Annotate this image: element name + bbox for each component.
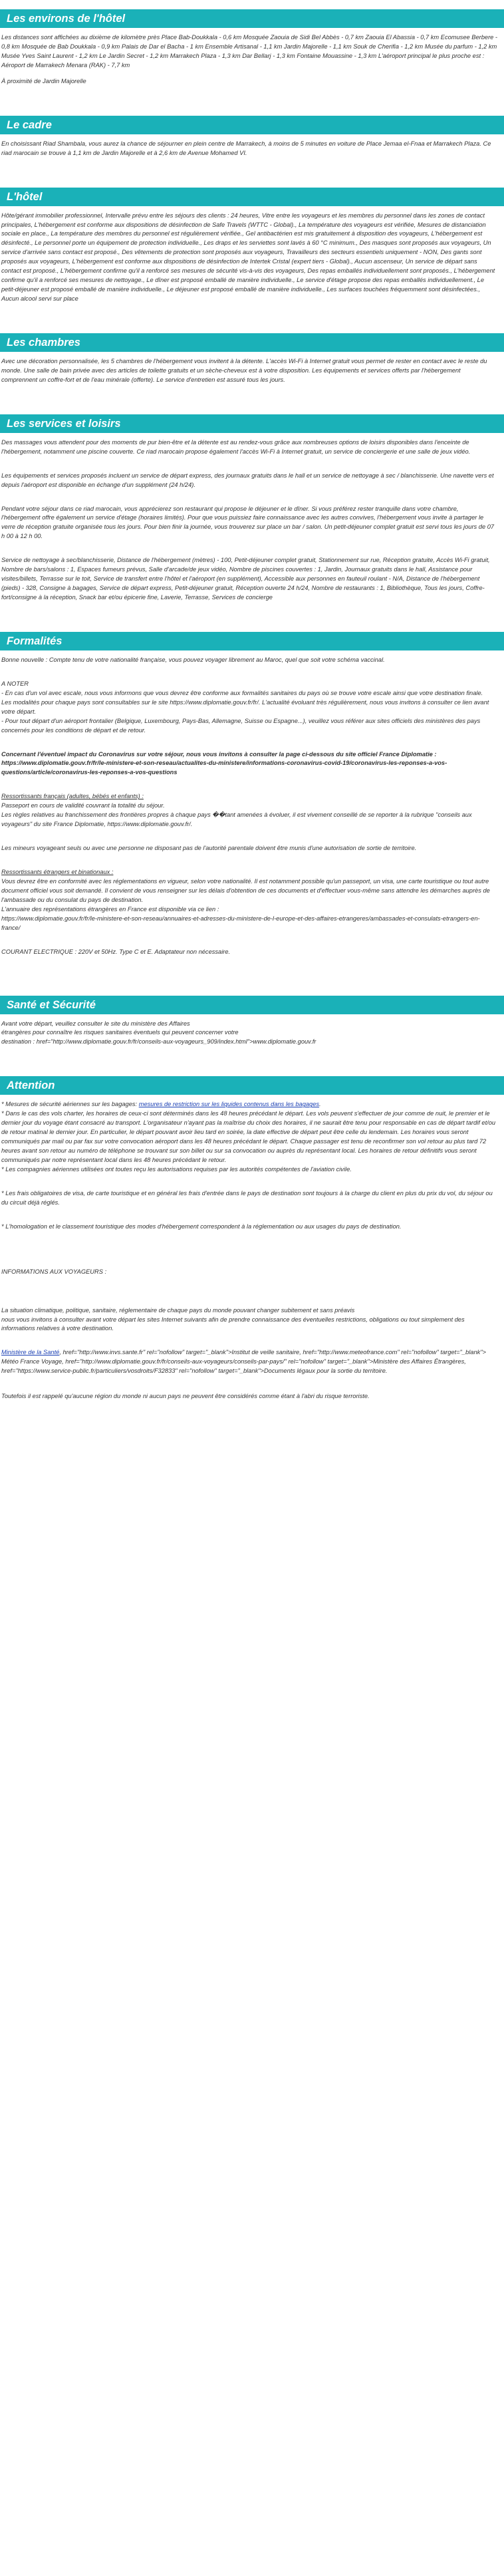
formalites-covid-heading: Concernant l'éventuel impact du Coronavirus sur votre séjour, nous vous invitons à consulter la page ci-dessous du site officiel France Diplomatie : bbox=[1, 750, 437, 758]
attention-info-heading: INFORMATIONS AUX VOYAGEURS : bbox=[1, 1268, 107, 1275]
services-paragraph-4: Service de nettoyage à sec/blanchisserie, Distance de l'hébergement (mètres) - 100, Petit-déjeuner complet gratuit, Stationnement sur rue, Réception gratuite, Accès Wi-Fi gratuit, Nombre de bars/salons : 1, Espaces fumeurs prévus, Salle d'arcade/de jeux vidéo, Nombre de piscines couvertes : 1, Jardin, Journaux gratuits dans le hall, Assistance pour visites/billets, Terrasse sur le toit, Service de transfert entre l'hôtel et l'aéroport (en supplément), Accessible aux personnes en fauteuil roulant - N/A, Distance de l'hébergement (pieds) - 328, Consigne à bagages, Service de départ express, Petit-déjeuner gratuit, Réception ouverte 24 h/24, Nombre de restaurants : 1, Bibliothèque, Tous les jours, Coffre-fort/consigne à la réception, Snack bar et/ou épicerie fine, Laverie, Terrasse, Services de concierge bbox=[1, 557, 490, 601]
section-heading-services: Les services et loisirs bbox=[0, 414, 504, 433]
section-attention bbox=[0, 1076, 504, 1408]
section-services bbox=[0, 414, 504, 609]
section-body-sante bbox=[0, 1014, 504, 1054]
attention-liquides-suffix: . bbox=[319, 1101, 321, 1108]
attention-terrorisme: Toutefois il est rappelé qu'aucune région du monde ni aucun pays ne peuvent être considérés comme étant à l'abri du risque terroriste. bbox=[1, 1393, 370, 1400]
section-body-environs bbox=[0, 28, 504, 93]
formalites-mineurs: Les mineurs voyageant seuls ou avec une personne ne disposant pas de l'autorité parentale doivent être munis d'une autorisation de sortie de territoire. bbox=[1, 845, 417, 852]
formalites-francais-passeport: Passeport en cours de validité couvrant la totalité du séjour. bbox=[1, 802, 165, 809]
section-formalites bbox=[0, 632, 504, 964]
sante-line-1: Avant votre départ, veuillez consulter le site du ministère des Affaires bbox=[1, 1020, 190, 1027]
hotel-text: Hôte/gérant immobilier professionnel, Intervalle prévu entre les séjours des clients : 24 heures, Vitre entre les voyageurs et les membres du personnel dans les zones de contact principales, L'hébergement est conforme aux dispositions de désinfection de Safe Travels (WTTC - Global)., La température des voyageurs est vérifiée, Mesures de distanciation sociale en place., La température des membres du personnel est régulièrement vérifiée., Gel antibactérien est mis gratuitement à disposition des voyageurs, L'hébergement est désinfecté., Le personnel porte un équipement de protection individuelle., Les draps et les serviettes sont lavés à 60 °C minimum., Des masques sont proposés aux voyageurs, Un service d'arrivée sans contact est proposé., Des vêtements de protection sont proposés aux voyageurs, Travailleurs des secteurs essentiels uniquement - NON, Des gants sont proposés aux voyageurs, L'hébergement est conforme aux dispositions de désinfection de Intertek Cristal (expert tiers - Global)., Aucun ascenseur, Un service de départ sans contact est proposé., L'hébergement confirme qu'il a renforcé ses mesures de sécurité vis-à-vis des voyageurs, Des repas emballés individuellement sont proposés., L'hébergement confirme qu'il a renforcé ses mesures de nettoyage., Le dîner est proposé emballé de manière individuelle., Le service d'étage propose des repas emballés individuellement., Le petit-déjeuner est proposé emballé de manière individuelle., Le déjeuner est proposé emballé de manière individuelle., Les surfaces touchées fréquemment sont désinfectées., Aucun alcool servi sur place bbox=[1, 212, 495, 302]
environs-proximity-text: À proximité de Jardin Majorelle bbox=[1, 77, 86, 84]
formalites-note-escale: - En cas d'un vol avec escale, nous vous informons que vous devrez être conforme aux formalités sanitaires du pays où se trouve votre escale ainsi que votre destination finale. bbox=[1, 689, 483, 696]
section-heading-chambres: Les chambres bbox=[0, 333, 504, 352]
formalites-francais-regles: Les règles relatives au franchissement des frontières propres à chaque pays ��tant amenées à évoluer, il est vivement conseillé de se reporter à la rubrique "conseils aux voyageurs" du site France Diplomatie, https://www.diplomatie.gouv.fr/. bbox=[1, 811, 472, 828]
attention-liquides-prefix: * Mesures de sécurité aériennes sur les bagages: bbox=[1, 1101, 139, 1108]
section-body-cadre bbox=[0, 134, 504, 165]
section-body-formalites bbox=[0, 650, 504, 964]
section-body-services bbox=[0, 433, 504, 609]
formalites-etrangers-text: Vous devrez être en conformité avec les réglementations en vigueur, selon votre nationalité. Il est notamment possible qu'un passeport, un visa, une carte touristique ou tout autre document officiel vous soit demandé. Il convient de vous renseigner sur les délais d'obtention de ces documents et d'effectuer vous-même sans attendre les démarches auprès de l'ambassade ou du consulat du pays de destination. bbox=[1, 877, 490, 903]
sante-line-3: destination : href="http://www.diplomatie.gouv.fr/fr/conseils-aux-voyageurs_909/index.html">www.diplomatie.gouv.fr bbox=[1, 1038, 316, 1046]
section-hotel bbox=[0, 188, 504, 311]
section-body-attention bbox=[0, 1095, 504, 1408]
section-sante bbox=[0, 996, 504, 1054]
sante-line-2: étrangères pour connaître les risques sanitaires éventuels qui peuvent concerner votre bbox=[1, 1029, 239, 1036]
section-body-chambres bbox=[0, 352, 504, 392]
attention-links-paragraph bbox=[1, 1348, 497, 1376]
services-paragraph-3: Pendant votre séjour dans ce riad marocain, vous apprécierez son restaurant qui propose le déjeuner et le dîner. Si vous préférez rester tranquille dans votre chambre, l'hébergement offre également un service d'étage (horaires limités). Pour que vous puissiez faire connaissance avec les autres convives, l'hébergement vous invite à partager le verre de réception gratuite organisée tous les jours. Pour bien finir la journée, vous trouverez sur place un bar / salon. Un petit-déjeuner complet gratuit est servi tous les jours de 07 h 00 à 12 h 00. bbox=[1, 505, 495, 540]
attention-homologation: * L'homologation et le classement touristique des modes d'hébergement correspondent à la réglementation ou aux usages du pays de destination. bbox=[1, 1222, 402, 1230]
formalites-etrangers-url: https://www.diplomatie.gouv.fr/fr/le-ministere-et-son-reseau/annuaires-et-adresses-du-ministere-de-l-europe-et-des-affaires-etrangeres/ambassades-et-consulats-etrangers-en-france/ bbox=[1, 915, 480, 931]
services-paragraph-1: Des massages vous attendent pour des moments de pur bien-être et la détente est au rendez-vous grâce aux nombreuses options de loisirs disponibles dans l'enceinte de l'hébergement, notamment une piscine couverte. Ce riad marocain propose également l'accès Wi-Fi à Internet gratuit, un service de conciergerie et une salle de jeux vidéo. bbox=[1, 438, 471, 455]
formalites-etrangers-heading: Ressortissants étrangers et binationaux : bbox=[1, 869, 114, 875]
attention-compagnies: * Les compagnies aériennes utilisées ont toutes reçu les autorisations requises par les autorités compétentes de l'aviation civile. bbox=[1, 1165, 352, 1173]
liquides-restriction-link[interactable]: mesures de restriction sur les liquides contenus dans les bagages bbox=[138, 1101, 320, 1108]
formalites-intro: Bonne nouvelle : Compte tenu de votre nationalité française, vous pouvez voyager librement au Maroc, quel que soit votre schéma vaccinal. bbox=[1, 656, 385, 663]
formalites-note-modalites: Les modalités pour chaque pays sont consultables sur le site https://www.diplomatie.gouv.fr/fr/. L'actualité évoluant très régulièrement, nous vous invitons à consulter ce lien avant votre départ. bbox=[1, 698, 489, 715]
section-heading-sante: Santé et Sécurité bbox=[0, 996, 504, 1014]
section-cadre bbox=[0, 116, 504, 165]
formalites-courant-electrique: COURANT ELECTRIQUE : 220V et 50Hz. Type C et E. Adaptateur non nécessaire. bbox=[1, 948, 231, 955]
attention-vols-charter: * Dans le cas des vols charter, les horaires de ceux-ci sont déterminés dans les 48 heures précédant le départ. Les vols peuvent s'effectuer de jour comme de nuit, le premier et le dernier jour du voyage étant consacré au transport. L'organisateur n'ayant pas la maîtrise du choix des horaires, il ne saurait être tenu pour responsable en cas de départ tardif et/ou de retour matinal le dernier jour. En particulier, le départ pouvant avoir lieu tard en soirée, la date effective de départ peut être celle du lendemain. Les horaires vous seront communiqués par mail ou par fax sur votre convocation aéroport dans les 48 heures précédant le départ. Chaque passager est tenu de reconfirmer son vol retour au plus tard 72 heures avant son retour au numéro de téléphone se trouvant sur son billet ou sur sa convocation ou auprès du représentant local. Les horaires de retour définitifs vous seront communiqués par notre représentant local dans les 48 heures précédant le retour. bbox=[1, 1110, 496, 1163]
section-heading-hotel: L'hôtel bbox=[0, 188, 504, 206]
section-chambres bbox=[0, 333, 504, 392]
attention-liquides-notice bbox=[1, 1100, 497, 1109]
formalites-francais-heading: Ressortissants français (adultes, bébés et enfants) : bbox=[1, 793, 144, 800]
chambres-text: Avec une décoration personnalisée, les 5 chambres de l'hébergement vous invitent à la détente. L'accès Wi-Fi à Internet gratuit vous permet de rester en contact avec le reste du monde. Une salle de bain privée avec des articles de toilette gratuits et un sèche-cheveux est à votre disposition. Les équipements et services offerts par l'hébergement comprennent un coffre-fort et de l'eau minérale (offerte). Le service d'entretien est assuré tous les jours. bbox=[1, 357, 487, 383]
cadre-text: En choisissant Riad Shambala, vous aurez la chance de séjourner en plein centre de Marrakech, à moins de 5 minutes en voiture de Place Jemaa el-Fnaa et Marrakech Plaza. Ce riad marocain se trouve à 1,1 km de Jardin Majorelle et à 2,6 km de Avenue Mohamed VI. bbox=[1, 140, 491, 156]
attention-info-line-2: nous vous invitons à consulter avant votre départ les sites Internet suivants afin de prendre connaissance des éventuelles restrictions, obligations ou tout simplement des informations relatives à votre destination. bbox=[1, 1316, 465, 1332]
environs-distances-text: Les distances sont affichées au dixième de kilomètre près Place Bab-Doukkala - 0,6 km Mosquée Zaouia de Sidi Bel Abbès - 0,7 km Zaouia El Abassia - 0,7 km Ecomusee Berbere - 0,8 km Mosquée de Bab Doukkala - 0,9 km Palais de Dar el Bacha - 1 km Ensemble Artisanal - 1,1 km Jardin Majorelle - 1,1 km Souk de Cherifia - 1,2 km Musée du parfum - 1,2 km Musée Yves Saint Laurent - 1,2 km Le Jardin Secret - 1,2 km Marrakech Plaza - 1,3 km Dar Bellarj - 1,3 km Fontaine Mouassine - 1,3 km L'aéroport principal le plus proche est : Aéroport de Marrakech Menara (RAK) - 7,7 km bbox=[1, 34, 498, 69]
services-paragraph-2: Les équipements et services proposés incluent un service de départ express, des journaux gratuits dans le hall et un service de nettoyage à sec / blanchisserie. Une navette vers et depuis l'aéroport est disponible en échange d'un supplément (24 h/24). bbox=[1, 472, 494, 488]
attention-links-text: , href="http://www.invs.sante.fr" rel="nofollow" target="_blank">Institut de veille sanitaire, href="http://www.meteofrance.com" rel="nofollow" target="_blank"> Météo France Voyage, href="http://www.diplomatie.gouv.fr/fr/conseils-aux-voyageurs/conseils-par-pays/" rel="nofollow" target="_blank">Ministère des Affaires Étrangères, href="https://www.service-public.fr/particuliers/vosdroits/F32833" rel="nofollow" target="_blank">Documents légaux pour la sortie du territoire. bbox=[1, 1349, 486, 1375]
section-heading-cadre: Le cadre bbox=[0, 116, 504, 134]
section-heading-formalites: Formalités bbox=[0, 632, 504, 650]
ministere-sante-link[interactable]: Ministère de la Santé bbox=[1, 1349, 60, 1356]
section-body-hotel bbox=[0, 206, 504, 311]
formalites-note-frontalier: - Pour tout départ d'un aéroport frontalier (Belgique, Luxembourg, Pays-Bas, Allemagne, Suisse ou Espagne...), veuillez vous référer aux sites officiels des ministères des pays concernés pour les conditions de départ et de retour. bbox=[1, 717, 481, 734]
section-environs bbox=[0, 0, 504, 93]
formalites-etrangers-annuaire: L'annuaire des représentations étrangères en France est disponible via ce lien : bbox=[1, 905, 219, 913]
formalites-a-noter-label: A NOTER bbox=[1, 680, 29, 687]
attention-info-line-1: La situation climatique, politique, sanitaire, réglementaire de chaque pays du monde pouvant changer subitement et sans préavis bbox=[1, 1306, 355, 1314]
formalites-covid-url: https://www.diplomatie.gouv.fr/fr/le-ministere-et-son-reseau/actualites-du-ministere/informations-coronavirus-covid-19/coronavirus-les-reponses-a-vos-questions/article/coronavirus-les-reponses-a-vos-questions bbox=[1, 760, 447, 776]
section-heading-attention: Attention bbox=[0, 1076, 504, 1095]
section-heading-environs: Les environs de l'hôtel bbox=[0, 9, 504, 28]
attention-frais-visa: * Les frais obligatoires de visa, de carte touristique et en général les frais d'entrée dans le pays de destination sont toujours à la charge du client en plus du prix du vol, du séjour ou du circuit déjà réglés. bbox=[1, 1189, 493, 1206]
